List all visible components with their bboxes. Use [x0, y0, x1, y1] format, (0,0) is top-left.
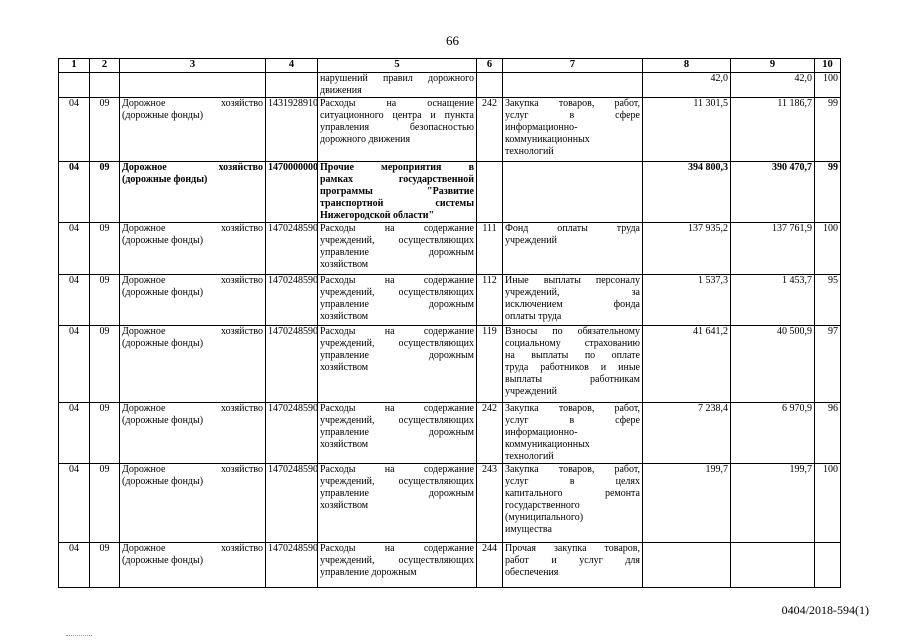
cell-c3 — [120, 275, 266, 326]
cell-line: учреждений — [505, 386, 557, 397]
cell-line: 1470248 — [268, 464, 303, 475]
table-row — [59, 162, 841, 223]
cell-c5 — [318, 98, 477, 162]
cell-line: хозяйством — [320, 362, 369, 373]
cell-line: работ и услуг для — [505, 555, 640, 566]
cell-c2: 09 — [90, 98, 120, 162]
cell-c2: 09 — [90, 543, 120, 588]
cell-line: исключением фонда — [505, 299, 640, 310]
cell-c4 — [266, 162, 318, 223]
cell-line: 590 — [303, 403, 318, 414]
cell-line: учреждений, за — [505, 287, 640, 298]
cell-c9: 199,7 — [731, 464, 815, 543]
cell-c5 — [318, 464, 477, 543]
cell-line: хозяйством — [320, 500, 369, 511]
cell-line: Расходы на содержание — [320, 403, 474, 414]
cell-c6: 244 — [477, 543, 503, 588]
column-header: 1 — [59, 59, 90, 73]
column-header: 6 — [477, 59, 503, 73]
column-header: 7 — [503, 59, 643, 73]
cell-c1: 04 — [59, 223, 90, 275]
cell-line: услуг в целях — [505, 476, 640, 487]
cell-line: хозяйством — [320, 259, 369, 270]
cell-line: хозяйством — [320, 439, 369, 450]
cell-c7 — [503, 223, 643, 275]
cell-line: 1470248 — [268, 275, 303, 286]
cell-c4 — [266, 543, 318, 588]
cell-c3 — [120, 223, 266, 275]
cell-c3 — [120, 98, 266, 162]
cell-c1: 04 — [59, 403, 90, 464]
cell-line: управление дорожным — [320, 350, 474, 361]
cell-c5 — [318, 275, 477, 326]
cell-line: Расходы на содержание — [320, 223, 474, 234]
cell-c7 — [503, 98, 643, 162]
cell-c9 — [731, 543, 815, 588]
cell-line: технологий — [505, 146, 554, 157]
cell-c1 — [59, 73, 90, 98]
cell-c5 — [318, 543, 477, 588]
cell-line: государственного — [505, 500, 580, 511]
cell-line: Дорожное хозяйство — [122, 326, 263, 337]
cell-c8 — [643, 543, 731, 588]
cell-c8: 11 301,5 — [643, 98, 731, 162]
cell-line: обеспечения — [505, 567, 559, 578]
cell-line: имущества — [505, 524, 552, 535]
cell-c8: 41 641,2 — [643, 326, 731, 403]
cell-line: рамках государственной — [320, 174, 474, 185]
cell-c4 — [266, 223, 318, 275]
cell-line: Взносы по обязательному — [505, 326, 640, 337]
header-row — [59, 59, 841, 73]
document-code: 0404/2018-594(1) — [781, 603, 869, 617]
cell-line: Фонд оплаты труда — [505, 223, 640, 234]
cell-line: 000 — [303, 162, 318, 173]
cell-line: учреждений, осуществляющих — [320, 287, 474, 298]
table-row — [59, 543, 841, 588]
cell-line: управления безопасностью — [320, 122, 474, 133]
cell-line: хозяйством — [320, 311, 369, 322]
cell-c1: 04 — [59, 464, 90, 543]
cell-line: учреждений, осуществляющих — [320, 476, 474, 487]
cell-c5 — [318, 403, 477, 464]
cell-c6 — [477, 73, 503, 98]
cell-line: Дорожное хозяйство — [122, 403, 263, 414]
cell-line: учреждений — [505, 235, 557, 246]
cell-line: учреждений, осуществляющих — [320, 415, 474, 426]
cell-c4 — [266, 73, 318, 98]
cell-line: (дорожные фонды) — [122, 110, 204, 121]
cell-line: Нижегородской области" — [320, 210, 435, 221]
cell-line: учреждений, осуществляющих — [320, 338, 474, 349]
table-row — [59, 464, 841, 543]
table-row — [59, 73, 841, 98]
cell-c9: 6 970,9 — [731, 403, 815, 464]
cell-c3 — [120, 326, 266, 403]
cell-line: 1470248 — [268, 223, 303, 234]
cell-line: управление дорожным — [320, 488, 474, 499]
cell-c7 — [503, 73, 643, 98]
cell-c10: 99 — [815, 98, 841, 162]
cell-c8: 42,0 — [643, 73, 731, 98]
cell-line: (дорожные фонды) — [122, 555, 204, 566]
cell-line: Расходы на содержание — [320, 464, 474, 475]
cell-line: Расходы на содержание — [320, 326, 474, 337]
cell-line: труда работников и иные — [505, 362, 640, 373]
cell-line: движения — [320, 85, 362, 96]
cell-line: 590 — [303, 326, 318, 337]
table-row — [59, 403, 841, 464]
cell-c10: 97 — [815, 326, 841, 403]
cell-c2: 09 — [90, 464, 120, 543]
cell-line: технологий — [505, 451, 554, 462]
cell-c9: 42,0 — [731, 73, 815, 98]
cell-c8: 394 800,3 — [643, 162, 731, 223]
column-header: 2 — [90, 59, 120, 73]
cell-c5 — [318, 223, 477, 275]
cell-line: (дорожные фонды) — [122, 476, 204, 487]
cell-c10: 99 — [815, 162, 841, 223]
cell-c3 — [120, 464, 266, 543]
cell-c2: 09 — [90, 223, 120, 275]
cell-line: (дорожные фонды) — [122, 415, 204, 426]
cell-line: управление дорожным — [320, 299, 474, 310]
cell-c7 — [503, 326, 643, 403]
cell-line: 590 — [303, 543, 318, 554]
cell-c6: 243 — [477, 464, 503, 543]
cell-line: Закупка товаров, работ, — [505, 464, 640, 475]
page-number: 66 — [446, 33, 459, 48]
cell-line: услуг в сфере — [505, 415, 640, 426]
cell-c3 — [120, 162, 266, 223]
cell-c6: 119 — [477, 326, 503, 403]
cell-c7 — [503, 275, 643, 326]
cell-line: социальному страхованию — [505, 338, 640, 349]
cell-line: управление дорожным — [320, 427, 474, 438]
column-header: 3 — [120, 59, 266, 73]
cell-line: 910 — [303, 98, 318, 109]
budget-table — [58, 58, 841, 588]
cell-line: капитального ремонта — [505, 488, 640, 499]
cell-line: управление дорожным — [320, 567, 417, 578]
cell-line: (дорожные фонды) — [122, 174, 208, 185]
cell-line: коммуникационных — [505, 134, 590, 145]
cell-line: Расходы на содержание — [320, 543, 474, 554]
column-header: 10 — [815, 59, 841, 73]
cell-c6: 242 — [477, 403, 503, 464]
cell-c10 — [815, 543, 841, 588]
cell-c10: 96 — [815, 403, 841, 464]
cell-line: управление дорожным — [320, 247, 474, 258]
cell-c1: 04 — [59, 162, 90, 223]
cell-c1: 04 — [59, 98, 90, 162]
cell-c6 — [477, 162, 503, 223]
cell-line: информационно- — [505, 122, 578, 133]
corner-mark — [66, 635, 92, 636]
cell-c5 — [318, 73, 477, 98]
cell-line: (дорожные фонды) — [122, 287, 204, 298]
cell-line: (муниципального) — [505, 512, 584, 523]
cell-line: информационно- — [505, 427, 578, 438]
table-row — [59, 275, 841, 326]
column-header: 4 — [266, 59, 318, 73]
cell-line: (дорожные фонды) — [122, 338, 204, 349]
cell-c8: 137 935,2 — [643, 223, 731, 275]
cell-line: 590 — [303, 223, 318, 234]
cell-c1: 04 — [59, 275, 90, 326]
column-header: 8 — [643, 59, 731, 73]
cell-c8: 199,7 — [643, 464, 731, 543]
cell-c1: 04 — [59, 326, 90, 403]
cell-c5 — [318, 162, 477, 223]
cell-line: нарушений правил дорожного — [320, 73, 474, 84]
cell-c9: 40 500,9 — [731, 326, 815, 403]
cell-line: 1470248 — [268, 326, 303, 337]
table-row — [59, 223, 841, 275]
cell-line: оплаты труда — [505, 311, 562, 322]
cell-line: услуг в сфере — [505, 110, 640, 121]
cell-line: Дорожное хозяйство — [122, 98, 263, 109]
cell-line: Иные выплаты персоналу — [505, 275, 640, 286]
cell-c9: 137 761,9 — [731, 223, 815, 275]
cell-c4 — [266, 464, 318, 543]
cell-line: на выплаты по оплате — [505, 350, 640, 361]
cell-c10: 100 — [815, 464, 841, 543]
cell-c7 — [503, 543, 643, 588]
cell-c4 — [266, 275, 318, 326]
cell-c5 — [318, 326, 477, 403]
cell-line: ситуационного центра и пункта — [320, 110, 474, 121]
cell-c1: 04 — [59, 543, 90, 588]
table-body — [59, 73, 841, 588]
cell-line: Расходы на оснащение — [320, 98, 474, 109]
cell-line: дорожного движения — [320, 134, 411, 145]
cell-line: Закупка товаров, работ, — [505, 98, 640, 109]
column-header: 5 — [318, 59, 477, 73]
cell-line: 590 — [303, 275, 318, 286]
cell-line: (дорожные фонды) — [122, 235, 204, 246]
cell-line: Прочие мероприятия в — [320, 162, 474, 173]
cell-c10: 95 — [815, 275, 841, 326]
table-row — [59, 326, 841, 403]
cell-line: 590 — [303, 464, 318, 475]
cell-c2: 09 — [90, 162, 120, 223]
cell-line: Прочая закупка товаров, — [505, 543, 640, 554]
column-header: 9 — [731, 59, 815, 73]
cell-line: программы "Развитие — [320, 186, 474, 197]
cell-c6: 112 — [477, 275, 503, 326]
cell-c10: 100 — [815, 223, 841, 275]
cell-line: выплаты работникам — [505, 374, 640, 385]
cell-c10: 100 — [815, 73, 841, 98]
cell-c2: 09 — [90, 403, 120, 464]
cell-line: Дорожное хозяйство — [122, 464, 263, 475]
cell-line: Закупка товаров, работ, — [505, 403, 640, 414]
cell-line: 1470248 — [268, 403, 303, 414]
cell-c8: 1 537,3 — [643, 275, 731, 326]
cell-line: 1431928 — [268, 98, 303, 109]
cell-line: учреждений, осуществляющих — [320, 235, 474, 246]
cell-c9: 1 453,7 — [731, 275, 815, 326]
cell-c7 — [503, 162, 643, 223]
cell-line: транспортной системы — [320, 198, 474, 209]
cell-c2: 09 — [90, 275, 120, 326]
cell-line: 1470000 — [268, 162, 303, 173]
cell-c3 — [120, 403, 266, 464]
cell-c8: 7 238,4 — [643, 403, 731, 464]
cell-c4 — [266, 326, 318, 403]
cell-c6: 242 — [477, 98, 503, 162]
cell-c4 — [266, 403, 318, 464]
cell-c2: 09 — [90, 326, 120, 403]
cell-c2 — [90, 73, 120, 98]
cell-line: Дорожное хозяйство — [122, 275, 263, 286]
cell-line: Расходы на содержание — [320, 275, 474, 286]
table-row — [59, 98, 841, 162]
cell-c9: 390 470,7 — [731, 162, 815, 223]
cell-line: Дорожное хозяйство — [122, 223, 263, 234]
cell-line: 1470248 — [268, 543, 303, 554]
cell-c9: 11 186,7 — [731, 98, 815, 162]
cell-line: коммуникационных — [505, 439, 590, 450]
cell-line: Дорожное хозяйство — [122, 162, 263, 173]
cell-c7 — [503, 464, 643, 543]
cell-line: учреждений, осуществляющих — [320, 555, 474, 566]
cell-c3 — [120, 543, 266, 588]
cell-line: Дорожное хозяйство — [122, 543, 263, 554]
cell-c3 — [120, 73, 266, 98]
cell-c4 — [266, 98, 318, 162]
cell-c6: 111 — [477, 223, 503, 275]
cell-c7 — [503, 403, 643, 464]
